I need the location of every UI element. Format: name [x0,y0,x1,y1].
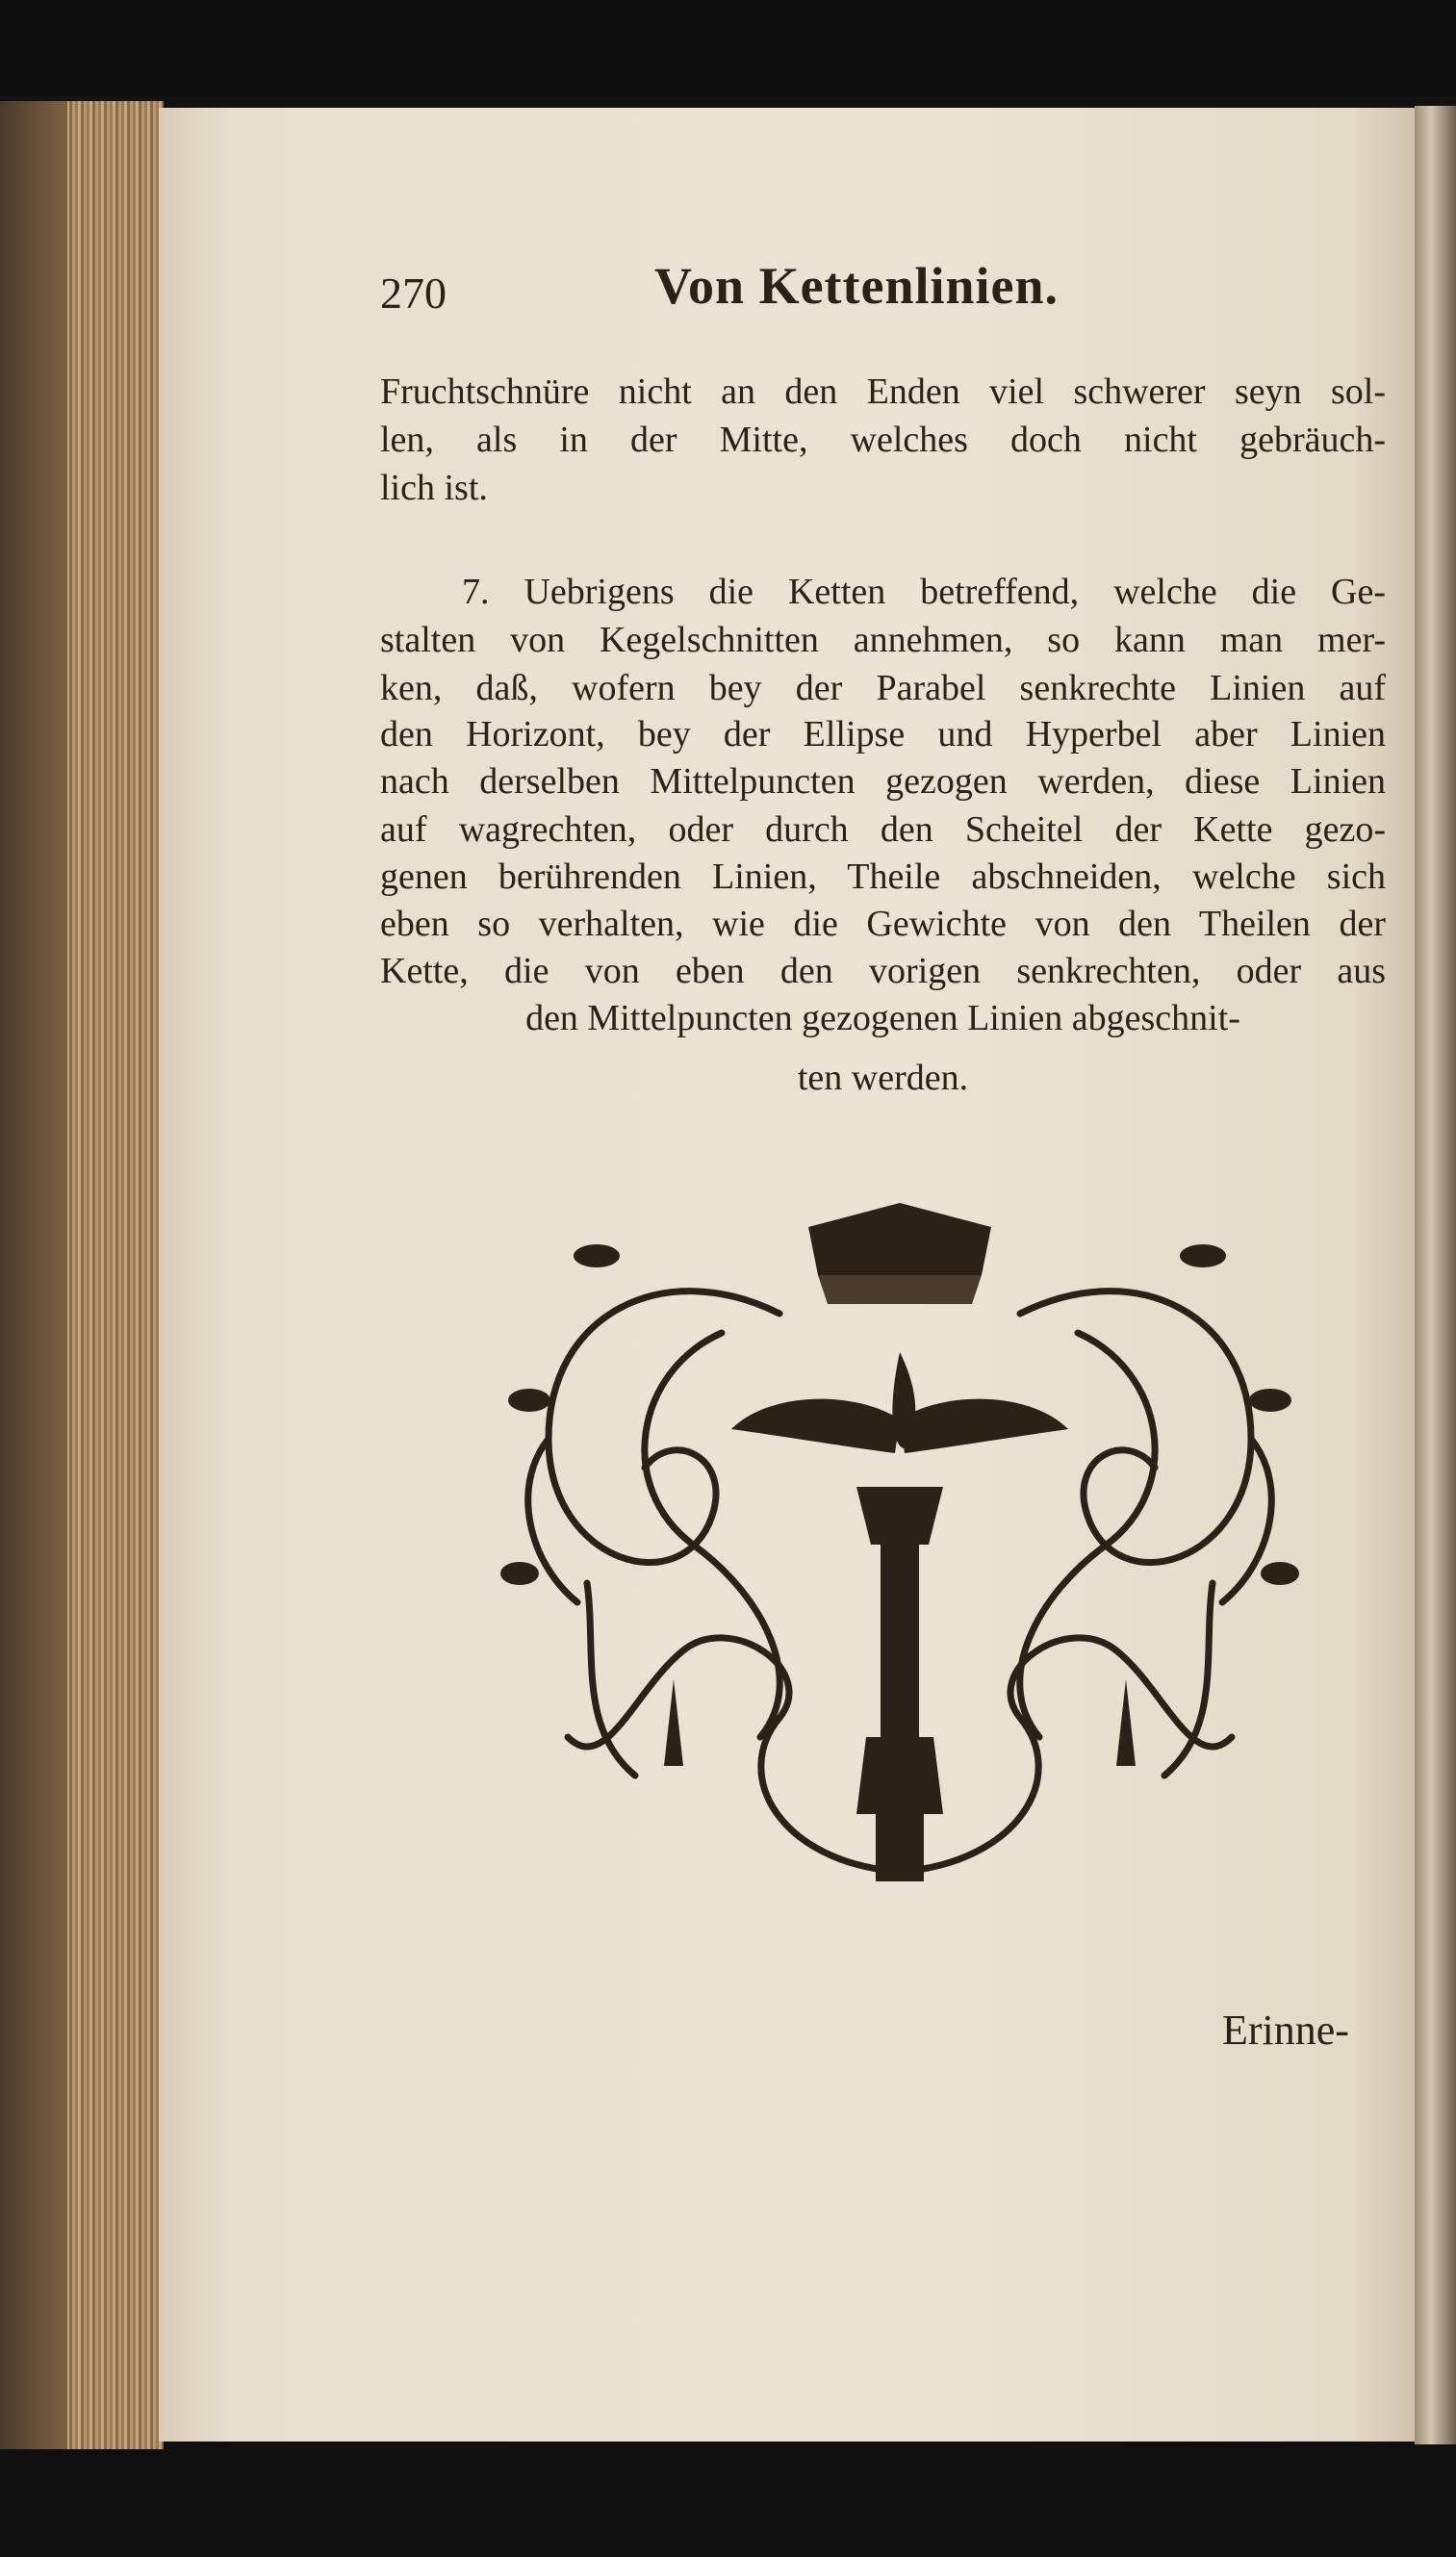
paragraph-line: Kette, die von eben den vorigen senkrechten, oder aus [380,951,1386,991]
paragraph-line: den Horizont, bey der Ellipse und Hyperbel aber Linien [380,714,1386,754]
paragraph-line: stalten von Kegelschnitten annehmen, so kann man mer- [380,620,1386,660]
paragraph-line: nach derselben Mittelpuncten gezogen werden, diese Linien [380,761,1386,802]
page-number: 270 [380,269,447,318]
running-title: Von Kettenlinien. [654,262,1060,310]
ornament-vignette-eagle [491,1198,1309,1905]
paragraph-line: eben so verhalten, wie die Gewichte von den Theilen der [380,904,1386,944]
right-page-edge [1415,106,1456,2444]
book-cover-edge [0,101,67,2449]
paragraph-line: genen berührenden Linien, Theile abschneiden, welche sich [380,857,1386,897]
text-line: Fruchtschnüre nicht an den Enden viel schwerer seyn sol- [380,371,1386,412]
paragraph-line: ten werden. [797,1058,969,1098]
scan-background-top [0,0,1456,96]
text-line: len, als in der Mitte, welches doch nicht gebräuch- [380,420,1386,460]
scan-background-bottom [0,2440,1456,2557]
paragraph-line: den Mittelpuncten gezogenen Linien abgeschnit- [525,998,1240,1038]
paragraph-line: auf wagrechten, oder durch den Scheitel der Kette gezo- [380,809,1386,850]
paragraph-line: 7. Uebrigens die Ketten betreffend, welche die Ge- [462,572,1386,612]
paragraph-line: ken, daß, wofern bey der Parabel senkrechte Linien auf [380,668,1386,708]
text-line: lich ist. [380,468,488,508]
catchword: Erinne- [1222,2007,1349,2054]
